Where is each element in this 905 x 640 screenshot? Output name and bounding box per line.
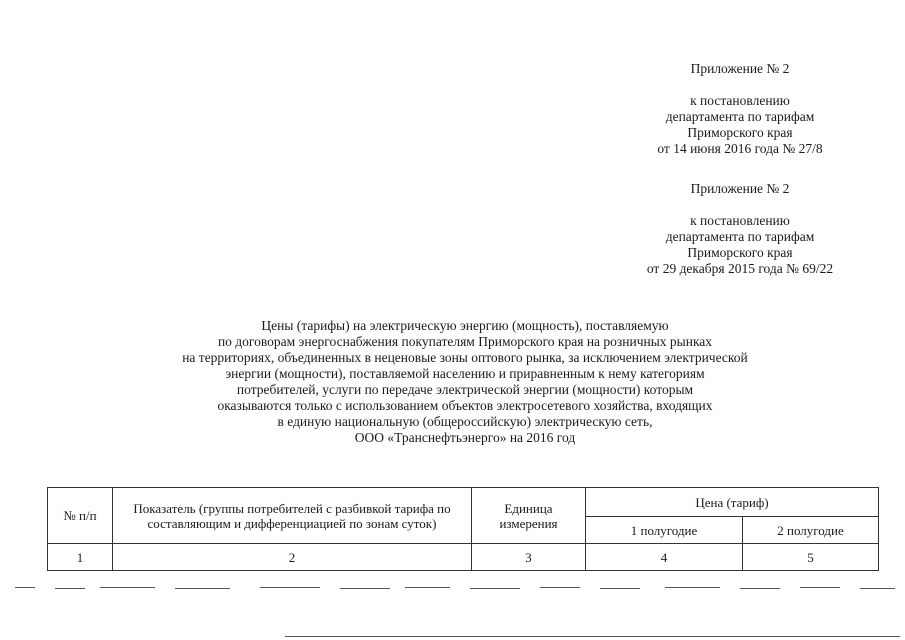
appendix-date: от 14 июня 2016 года № 27/8 — [657, 141, 823, 156]
appendix-title: Приложение № 2 — [690, 61, 790, 76]
appendix-line: департамента по тарифам — [665, 229, 815, 244]
scan-artifact-line — [540, 587, 580, 588]
tariff-table — [47, 487, 879, 571]
heading-line: энергии (мощности), поставляемой населению и приравненным к нему категориям — [225, 366, 705, 381]
scan-artifact-line — [665, 587, 720, 588]
heading-line: Цены (тарифы) на электрическую энергию (мощность), поставляемую — [261, 318, 669, 333]
table-cell: 5 — [743, 544, 879, 571]
header-unit: Единица измерения — [472, 488, 586, 544]
appendix-line: департамента по тарифам — [665, 109, 815, 124]
scan-artifact-line — [600, 588, 640, 589]
scan-artifact-line — [470, 588, 520, 589]
scan-artifact-line — [260, 587, 320, 588]
heading-line: в единую национальную (общероссийскую) электрическую сеть, — [277, 414, 653, 429]
scan-artifact-line — [55, 588, 85, 589]
appendix-line: к постановлению — [690, 93, 790, 108]
table-cell: 3 — [472, 544, 586, 571]
scan-artifact-line — [860, 588, 895, 589]
scan-artifact-line — [285, 636, 900, 637]
appendix-line: Приморского края — [687, 125, 793, 140]
appendix-current — [610, 61, 870, 157]
scan-artifact-line — [340, 588, 390, 589]
header-price: Цена (тариф) — [586, 488, 879, 517]
header-indicator: Показатель (группы потребителей с разбивкой тарифа по составляющим и дифференциацией по зонам суток) — [113, 488, 472, 544]
heading-line: потребителей, услуги по передаче электрической энергии (мощности) которым — [236, 382, 694, 397]
heading-line: по договорам энергоснабжения покупателям Приморского края на розничных рынках — [217, 334, 713, 349]
table-cell: 4 — [586, 544, 743, 571]
scan-artifact-line — [405, 587, 450, 588]
appendix-title: Приложение № 2 — [690, 181, 790, 196]
appendix-date: от 29 декабря 2015 года № 69/22 — [646, 261, 834, 276]
appendix-original — [610, 181, 870, 277]
scan-artifact-line — [15, 587, 35, 588]
scan-artifact-line — [175, 588, 230, 589]
scan-artifact-line — [100, 587, 155, 588]
scan-artifact-line — [740, 588, 780, 589]
scan-artifact-line — [800, 587, 840, 588]
table-row — [48, 544, 879, 571]
document-heading — [120, 318, 810, 446]
header-number: № п/п — [48, 488, 113, 544]
table-header-row — [48, 488, 879, 517]
table-cell: 2 — [113, 544, 472, 571]
appendix-line: к постановлению — [690, 213, 790, 228]
header-half1: 1 полугодие — [586, 517, 743, 544]
heading-line: на территориях, объединенных в неценовые зоны оптового рынка, за исключением электрической — [182, 350, 748, 365]
header-half2: 2 полугодие — [743, 517, 879, 544]
table-cell: 1 — [48, 544, 113, 571]
appendix-line: Приморского края — [687, 245, 793, 260]
heading-line: оказываются только с использованием объектов электросетевого хозяйства, входящих — [217, 398, 713, 413]
heading-line: ООО «Транснефтьэнерго» на 2016 год — [354, 430, 576, 445]
